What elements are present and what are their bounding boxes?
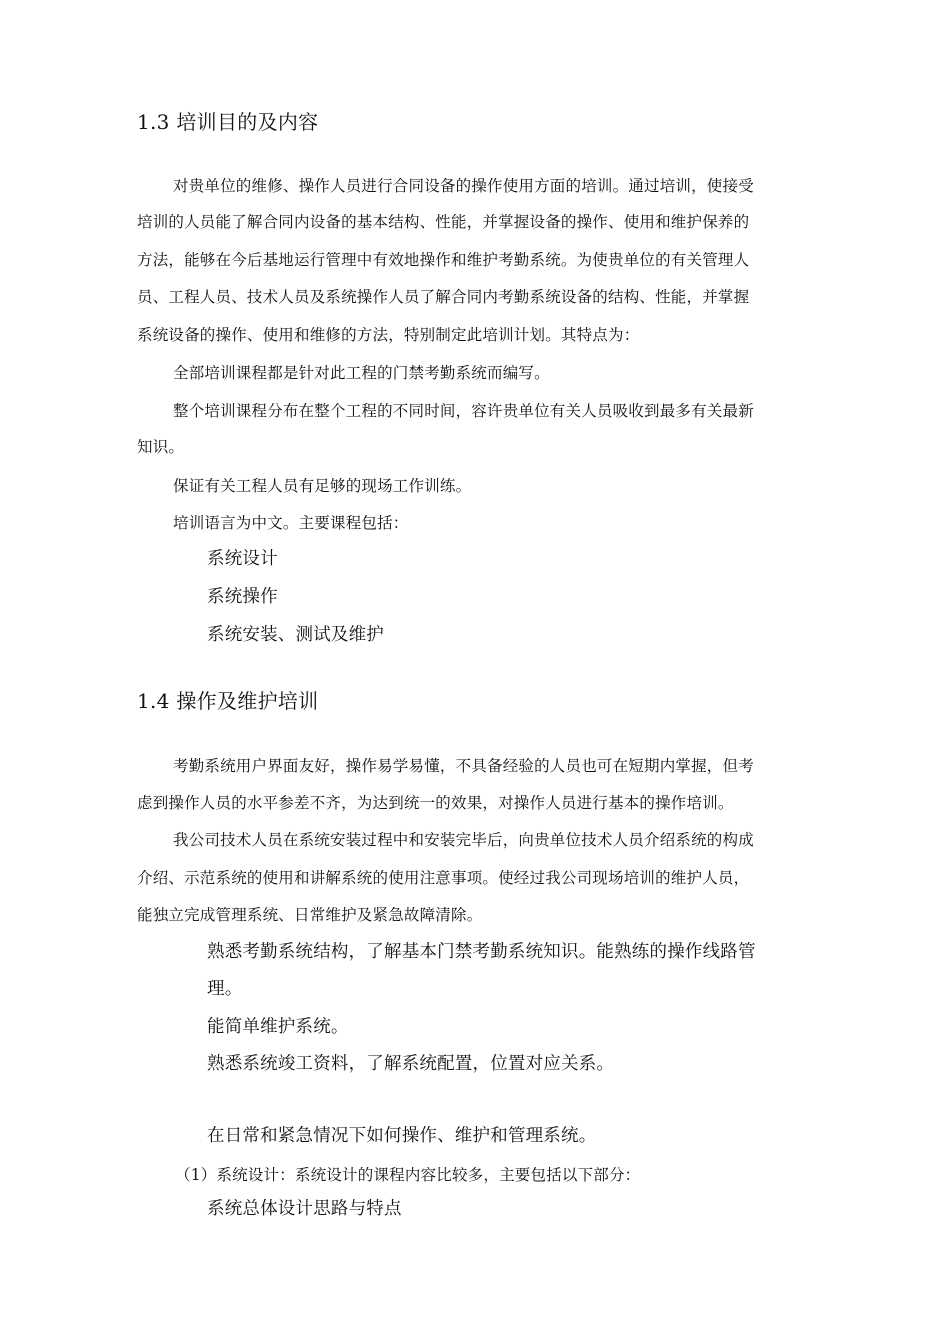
paragraph-line: 介绍、示范系统的使用和讲解系统的使用注意事项。使经过我公司现场培训的维护人员，: [137, 869, 750, 887]
section-1-3-heading: 1.3 培训目的及内容: [137, 110, 319, 134]
feature-item: 全部培训课程都是针对此工程的门禁考勤系统而编写。: [173, 364, 550, 382]
goal-item: 能简单维护系统。: [207, 1017, 349, 1037]
paragraph-line: 能独立完成管理系统、日常维护及紧急故障清除。: [137, 906, 483, 924]
goal-item: 在日常和紧急情况下如何操作、维护和管理系统。: [207, 1126, 597, 1146]
goal-item: 熟悉系统竣工资料，了解系统配置，位置对应关系。: [207, 1054, 615, 1074]
language-note: 培训语言为中文。主要课程包括：: [173, 514, 409, 532]
numbered-item: （1）系统设计：系统设计的课程内容比较多，主要包括以下部分：: [175, 1166, 641, 1184]
feature-item: 整个培训课程分布在整个工程的不同时间，容许贵单位有关人员吸收到最多有关最新: [173, 402, 754, 420]
paragraph-line: 考勤系统用户界面友好，操作易学易懂，不具备经验的人员也可在短期内掌握，但考: [173, 757, 754, 775]
section-1-4-heading: 1.4 操作及维护培训: [137, 689, 319, 713]
sub-item: 系统总体设计思路与特点: [207, 1199, 402, 1219]
paragraph-line: 我公司技术人员在系统安装过程中和安装完毕后，向贵单位技术人员介绍系统的构成: [173, 831, 754, 849]
paragraph-line: 系统设备的操作、使用和维修的方法，特别制定此培训计划。其特点为：: [137, 326, 640, 344]
course-item: 系统安装、测试及维护: [207, 625, 384, 645]
goal-item: 熟悉考勤系统结构，了解基本门禁考勤系统知识。能熟练的操作线路管: [207, 942, 756, 962]
course-item: 系统操作: [207, 587, 278, 607]
feature-item: 保证有关工程人员有足够的现场工作训练。: [173, 477, 472, 495]
paragraph-line: 虑到操作人员的水平参差不齐，为达到统一的效果，对操作人员进行基本的操作培训。: [137, 794, 734, 812]
paragraph-line: 对贵单位的维修、操作人员进行合同设备的操作使用方面的培训。通过培训，使接受: [173, 177, 754, 195]
course-item: 系统设计: [207, 549, 278, 569]
paragraph-line: 员、工程人员、技术人员及系统操作人员了解合同内考勤系统设备的结构、性能，并掌握: [137, 288, 750, 306]
goal-item: 理。: [207, 979, 243, 999]
feature-item: 知识。: [137, 438, 185, 456]
paragraph-line: 培训的人员能了解合同内设备的基本结构、性能，并掌握设备的操作、使用和维护保养的: [137, 213, 750, 231]
paragraph-line: 方法，能够在今后基地运行管理中有效地操作和维护考勤系统。为使贵单位的有关管理人: [137, 251, 750, 269]
